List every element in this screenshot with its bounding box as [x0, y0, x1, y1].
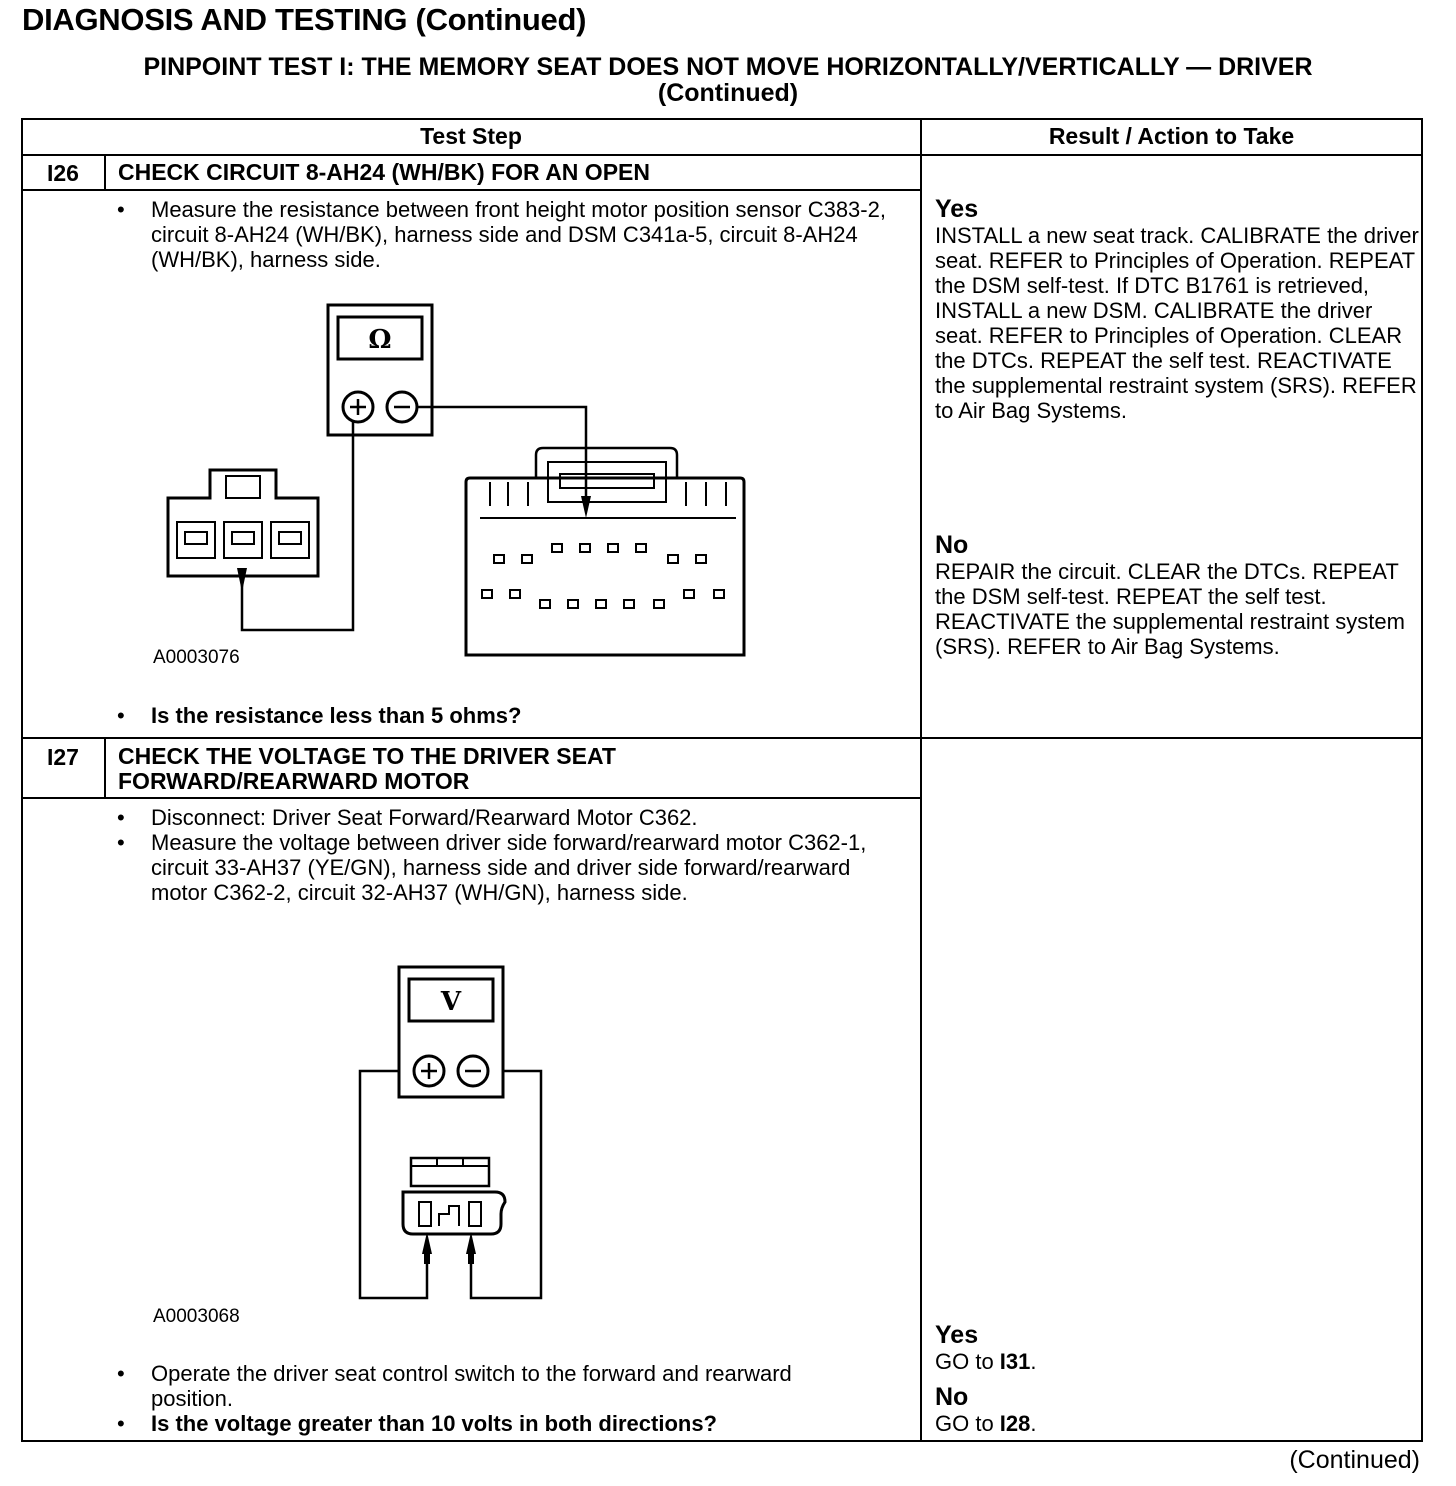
- result-label: Yes: [935, 195, 979, 223]
- volt-symbol: V: [440, 987, 462, 1017]
- pinpoint-test-title-line1: PINPOINT TEST I: THE MEMORY SEAT DOES NOT MOVE HORIZONTALLY/VERTICALLY — DRIVER: [143, 53, 1313, 81]
- result-no: [935, 1384, 1425, 1436]
- motor-connector-c362: [411, 1158, 489, 1186]
- result-text: INSTALL a new seat track. CALIBRATE the driver seat. REFER to Principles of Operation. REPEAT the DSM self-test. If DTC B1761 is retrieved, INSTALL a new DSM. CALIBRATE the driver seat. REFER to Principles of Operation. CLEAR the DTCs. REPEAT the self test. REACTIVATE the supplemental restraint system (SRS). REFER to Air Bag Systems.: [935, 223, 1419, 423]
- ohmmeter-diagram: [150, 300, 760, 660]
- result-no: [935, 532, 1413, 659]
- page-title: DIAGNOSIS AND TESTING (Continued): [22, 2, 587, 37]
- figure-reference: A0003068: [153, 1306, 240, 1327]
- ohm-symbol: Ω: [368, 325, 392, 355]
- step-title: CHECK THE VOLTAGE TO THE DRIVER SEAT FORWARD/REARWARD MOTOR: [118, 743, 616, 794]
- step-number: I26: [47, 160, 79, 186]
- result-text: GO to I28.: [935, 1411, 1037, 1436]
- result-label: Yes: [935, 1321, 979, 1349]
- column-header-result-action: Result / Action to Take: [1048, 123, 1295, 149]
- result-label: No: [935, 531, 969, 559]
- result-text: GO to I31.: [935, 1349, 1037, 1374]
- pinpoint-test-title: [0, 54, 1456, 106]
- pinpoint-test-title-line2: (Continued): [657, 79, 799, 107]
- step-title: CHECK CIRCUIT 8-AH24 (WH/BK) FOR AN OPEN: [118, 159, 650, 185]
- dsm-pin-row: [482, 544, 724, 608]
- figure-reference: A0003076: [153, 647, 240, 668]
- column-header-test-step: Test Step: [420, 123, 522, 149]
- voltmeter-diagram: [355, 962, 545, 1302]
- result-yes: [935, 1322, 1425, 1374]
- result-label: No: [935, 1383, 969, 1411]
- step-number: I27: [47, 744, 79, 770]
- goto-step-link[interactable]: I28: [999, 1411, 1031, 1436]
- result-yes: [935, 196, 1425, 423]
- goto-step-link[interactable]: I31: [999, 1349, 1031, 1374]
- result-text: REPAIR the circuit. CLEAR the DTCs. REPEAT the DSM self-test. REPEAT the self test. REACTIVATE the supplemental restraint system (SRS). REFER to Air Bag Systems.: [935, 559, 1405, 659]
- continued-label: (Continued): [1289, 1446, 1420, 1474]
